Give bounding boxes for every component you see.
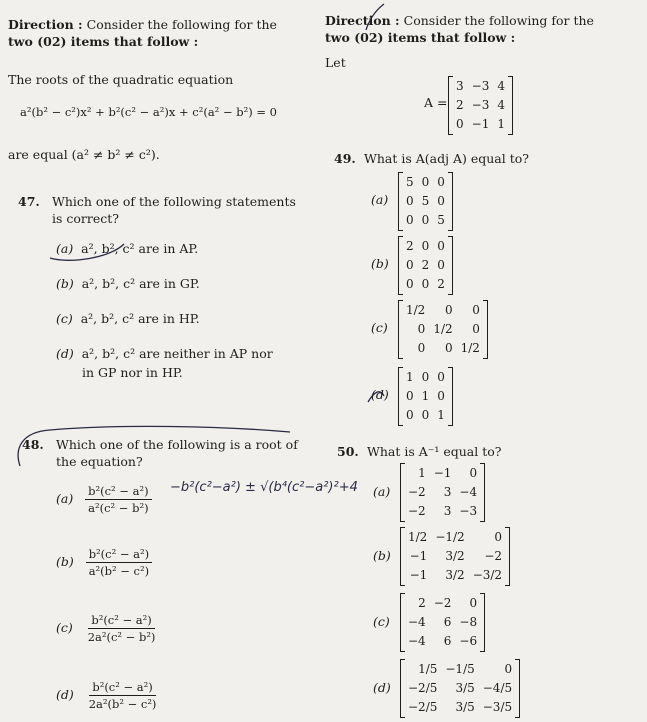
q49-option-a-label: (a) [371, 192, 389, 207]
matrix-cell: −4 [408, 615, 426, 629]
matrix-cell: 5 [437, 213, 445, 227]
matrix-cell: −3 [471, 98, 490, 112]
matrix-row [404, 502, 481, 521]
q47-option-d: (d) a², b², c² are neither in AP nor [56, 346, 273, 361]
right-direction: Direction : Consider the following for the [325, 13, 594, 28]
matrix-cell: 0 [421, 213, 430, 227]
matrix-cell: −3 [471, 79, 490, 93]
matrix-cell: 0 [437, 389, 445, 403]
matrix-cell: 4 [497, 98, 505, 112]
matrix-row [404, 566, 506, 585]
matrix-cell: 3 [443, 485, 452, 499]
matrix-row [402, 301, 484, 320]
matrix-cell: 1 [418, 466, 426, 480]
matrix-row [402, 237, 449, 256]
matrix-row [402, 192, 449, 211]
matrix-cell: 0 [437, 175, 445, 189]
matrix-row [404, 547, 506, 566]
matrix-row [404, 698, 516, 717]
matrix-cell: −2/5 [408, 700, 438, 714]
matrix-cell: 0 [406, 277, 414, 291]
matrix-cell: −1 [409, 549, 428, 563]
matrix-cell: 2 [437, 277, 445, 291]
q49-option-d-matrix [398, 367, 453, 426]
matrix-cell: 0 [417, 322, 426, 336]
q48-circle-mark [18, 426, 290, 466]
matrix-row [402, 211, 449, 230]
matrix-cell: 0 [504, 662, 513, 676]
matrix-cell: 2 [421, 258, 430, 272]
matrix-cell: 0 [437, 370, 445, 384]
q49-option-c-label: (c) [371, 320, 388, 335]
matrix-cell: 0 [406, 389, 414, 403]
matrix-cell: 3/2 [445, 568, 465, 582]
q50-option-a-matrix [400, 463, 485, 522]
q47-option-b: (b) a², b², c² are in GP. [56, 276, 200, 291]
left-direction: Direction : Consider the following for the [8, 17, 277, 32]
equal-condition: are equal (a² ≠ b² ≠ c²). [8, 147, 160, 162]
matrix-row [402, 256, 449, 275]
q50-option-b-label: (b) [373, 548, 391, 563]
matrix-cell: 0 [406, 213, 414, 227]
q49-text: What is A(adj A) equal to? [364, 151, 529, 166]
matrix-cell: −4 [408, 634, 426, 648]
q50-option-d-label: (d) [373, 680, 391, 695]
q49-option-d-label: (d) [371, 387, 389, 402]
matrix-cell: 1/2 [460, 341, 480, 355]
matrix-row [404, 632, 481, 651]
matrix-cell: 0 [444, 303, 453, 317]
q47-option-a: (a) a², b², c² are in AP. [56, 241, 199, 256]
q48-handwritten-note: −b²(c²−a²) ± √(b⁴(c²−a²)²+4 [170, 480, 358, 495]
matrix-cell: −1/5 [445, 662, 475, 676]
q49-option-c-matrix [398, 300, 488, 359]
matrix-cell: 0 [437, 239, 445, 253]
matrix-row [404, 613, 481, 632]
q47-text-line2: is correct? [52, 211, 119, 226]
matrix-cell: 6 [443, 615, 452, 629]
matrix-cell: 0 [437, 258, 445, 272]
matrix-cell: 5 [421, 194, 430, 208]
q49-option-b-matrix [398, 236, 453, 295]
right-direction-line2: two (02) items that follow : [325, 30, 516, 45]
matrix-row [402, 339, 484, 358]
q50-number: 50. [337, 444, 359, 459]
q47-answer-underline [50, 244, 124, 260]
matrix-cell: 1/5 [418, 662, 438, 676]
intro-text: The roots of the quadratic equation [8, 72, 234, 87]
q48-number: 48. [22, 437, 44, 452]
matrix-cell: 2 [418, 596, 426, 610]
matrix-cell: 2 [456, 98, 464, 112]
matrix-cell: −1 [433, 466, 452, 480]
matrix-cell: 1 [437, 408, 445, 422]
matrix-row [402, 387, 449, 406]
let-text: Let [325, 55, 346, 70]
matrix-cell: 0 [469, 466, 478, 480]
matrix-cell: 3/5 [455, 681, 475, 695]
q48-option-c: (c) $\frac{\text{b²(c² − a²)}}{\text{2a²(c² − b²)}}$ [56, 613, 156, 644]
matrix-cell: 3 [443, 504, 452, 518]
matrix-row [402, 275, 449, 294]
matrix-cell: 0 [406, 258, 414, 272]
matrix-cell: 6 [443, 634, 452, 648]
matrix-cell: 3 [456, 79, 464, 93]
quadratic-equation: a²(b² − c²)x² + b²(c² − a²)x + c²(a² − b²) = 0 [20, 105, 277, 119]
q50-option-d-matrix [400, 659, 520, 718]
matrix-cell: 1 [421, 389, 430, 403]
matrix-cell: 1 [406, 370, 414, 384]
matrix-row [402, 406, 449, 425]
q50-option-b-matrix [400, 527, 510, 586]
matrix-cell: 3/5 [455, 700, 475, 714]
matrix-cell: −2 [484, 549, 503, 563]
matrix-cell: 3/2 [445, 549, 465, 563]
q47-number: 47. [18, 194, 40, 209]
q47-text: Which one of the following statements [52, 194, 296, 209]
matrix-row [404, 528, 506, 547]
matrix-row [404, 483, 481, 502]
matrix-cell: 1/2 [406, 303, 426, 317]
matrix-cell: 0 [421, 370, 430, 384]
matrix-cell: 0 [417, 341, 426, 355]
matrix-cell: 0 [437, 194, 445, 208]
q47-option-c: (c) a², b², c² are in HP. [56, 311, 200, 326]
matrix-cell: 1/2 [433, 322, 453, 336]
q49-option-a-matrix [398, 172, 453, 231]
matrix-cell: −1/2 [435, 530, 465, 544]
matrix-row [404, 660, 516, 679]
matrix-a [448, 76, 513, 135]
matrix-cell: 4 [497, 79, 505, 93]
matrix-row [452, 77, 509, 96]
matrix-row [452, 115, 509, 134]
matrix-row [452, 96, 509, 115]
q47-option-d-line2: in GP nor in HP. [82, 365, 183, 380]
matrix-a-prefix: A = [424, 95, 448, 110]
q48-text-line2: the equation? [56, 454, 143, 469]
matrix-cell: 1 [497, 117, 505, 131]
matrix-row [402, 320, 484, 339]
matrix-cell: 0 [472, 303, 480, 317]
matrix-cell: −1 [471, 117, 490, 131]
q48-option-a: (a) $\frac{\text{b²(c² − a²)}}{\text{a²(c² − b²)}}$ [56, 484, 152, 515]
matrix-cell: 0 [406, 408, 414, 422]
q48-option-d: (d) $\frac{\text{b²(c² − a²)}}{\text{2a²(b² − c²)}}$ [56, 680, 157, 711]
q49-option-b-label: (b) [371, 256, 389, 271]
q48-option-b: (b) $\frac{\text{b²(c² − a²)}}{\text{a²(b² − c²)}}$ [56, 547, 152, 578]
matrix-cell: −8 [459, 615, 478, 629]
matrix-row [404, 464, 481, 483]
q50-option-c-matrix [400, 593, 485, 652]
left-direction-line2: two (02) items that follow : [8, 34, 199, 49]
matrix-cell: −6 [459, 634, 478, 648]
matrix-cell: 0 [421, 175, 430, 189]
matrix-cell: −2 [433, 596, 452, 610]
matrix-cell: 0 [421, 277, 430, 291]
matrix-row [404, 594, 481, 613]
matrix-cell: −4/5 [482, 681, 513, 695]
q48-text: Which one of the following is a root of [56, 437, 298, 452]
matrix-cell: 0 [456, 117, 464, 131]
matrix-cell: −4 [459, 485, 478, 499]
matrix-cell: 1/2 [408, 530, 428, 544]
matrix-row [402, 173, 449, 192]
matrix-cell: −3 [459, 504, 478, 518]
matrix-cell: −2 [408, 504, 426, 518]
matrix-cell: 0 [421, 408, 430, 422]
matrix-cell: 5 [406, 175, 414, 189]
matrix-cell: 0 [472, 322, 480, 336]
matrix-cell: 0 [494, 530, 503, 544]
matrix-cell: −2/5 [408, 681, 438, 695]
q50-option-c-label: (c) [373, 614, 390, 629]
matrix-row [404, 679, 516, 698]
matrix-row [402, 368, 449, 387]
matrix-cell: −2 [408, 485, 426, 499]
q50-option-a-label: (a) [373, 484, 391, 499]
matrix-cell: 0 [469, 596, 478, 610]
matrix-cell: 0 [444, 341, 453, 355]
matrix-cell: −1 [409, 568, 428, 582]
matrix-cell: −3/2 [472, 568, 503, 582]
matrix-cell: 2 [406, 239, 414, 253]
q49-number: 49. [334, 151, 356, 166]
matrix-cell: −3/5 [482, 700, 513, 714]
matrix-cell: 0 [421, 239, 430, 253]
matrix-cell: 0 [406, 194, 414, 208]
q50-text: What is A⁻¹ equal to? [367, 444, 502, 459]
